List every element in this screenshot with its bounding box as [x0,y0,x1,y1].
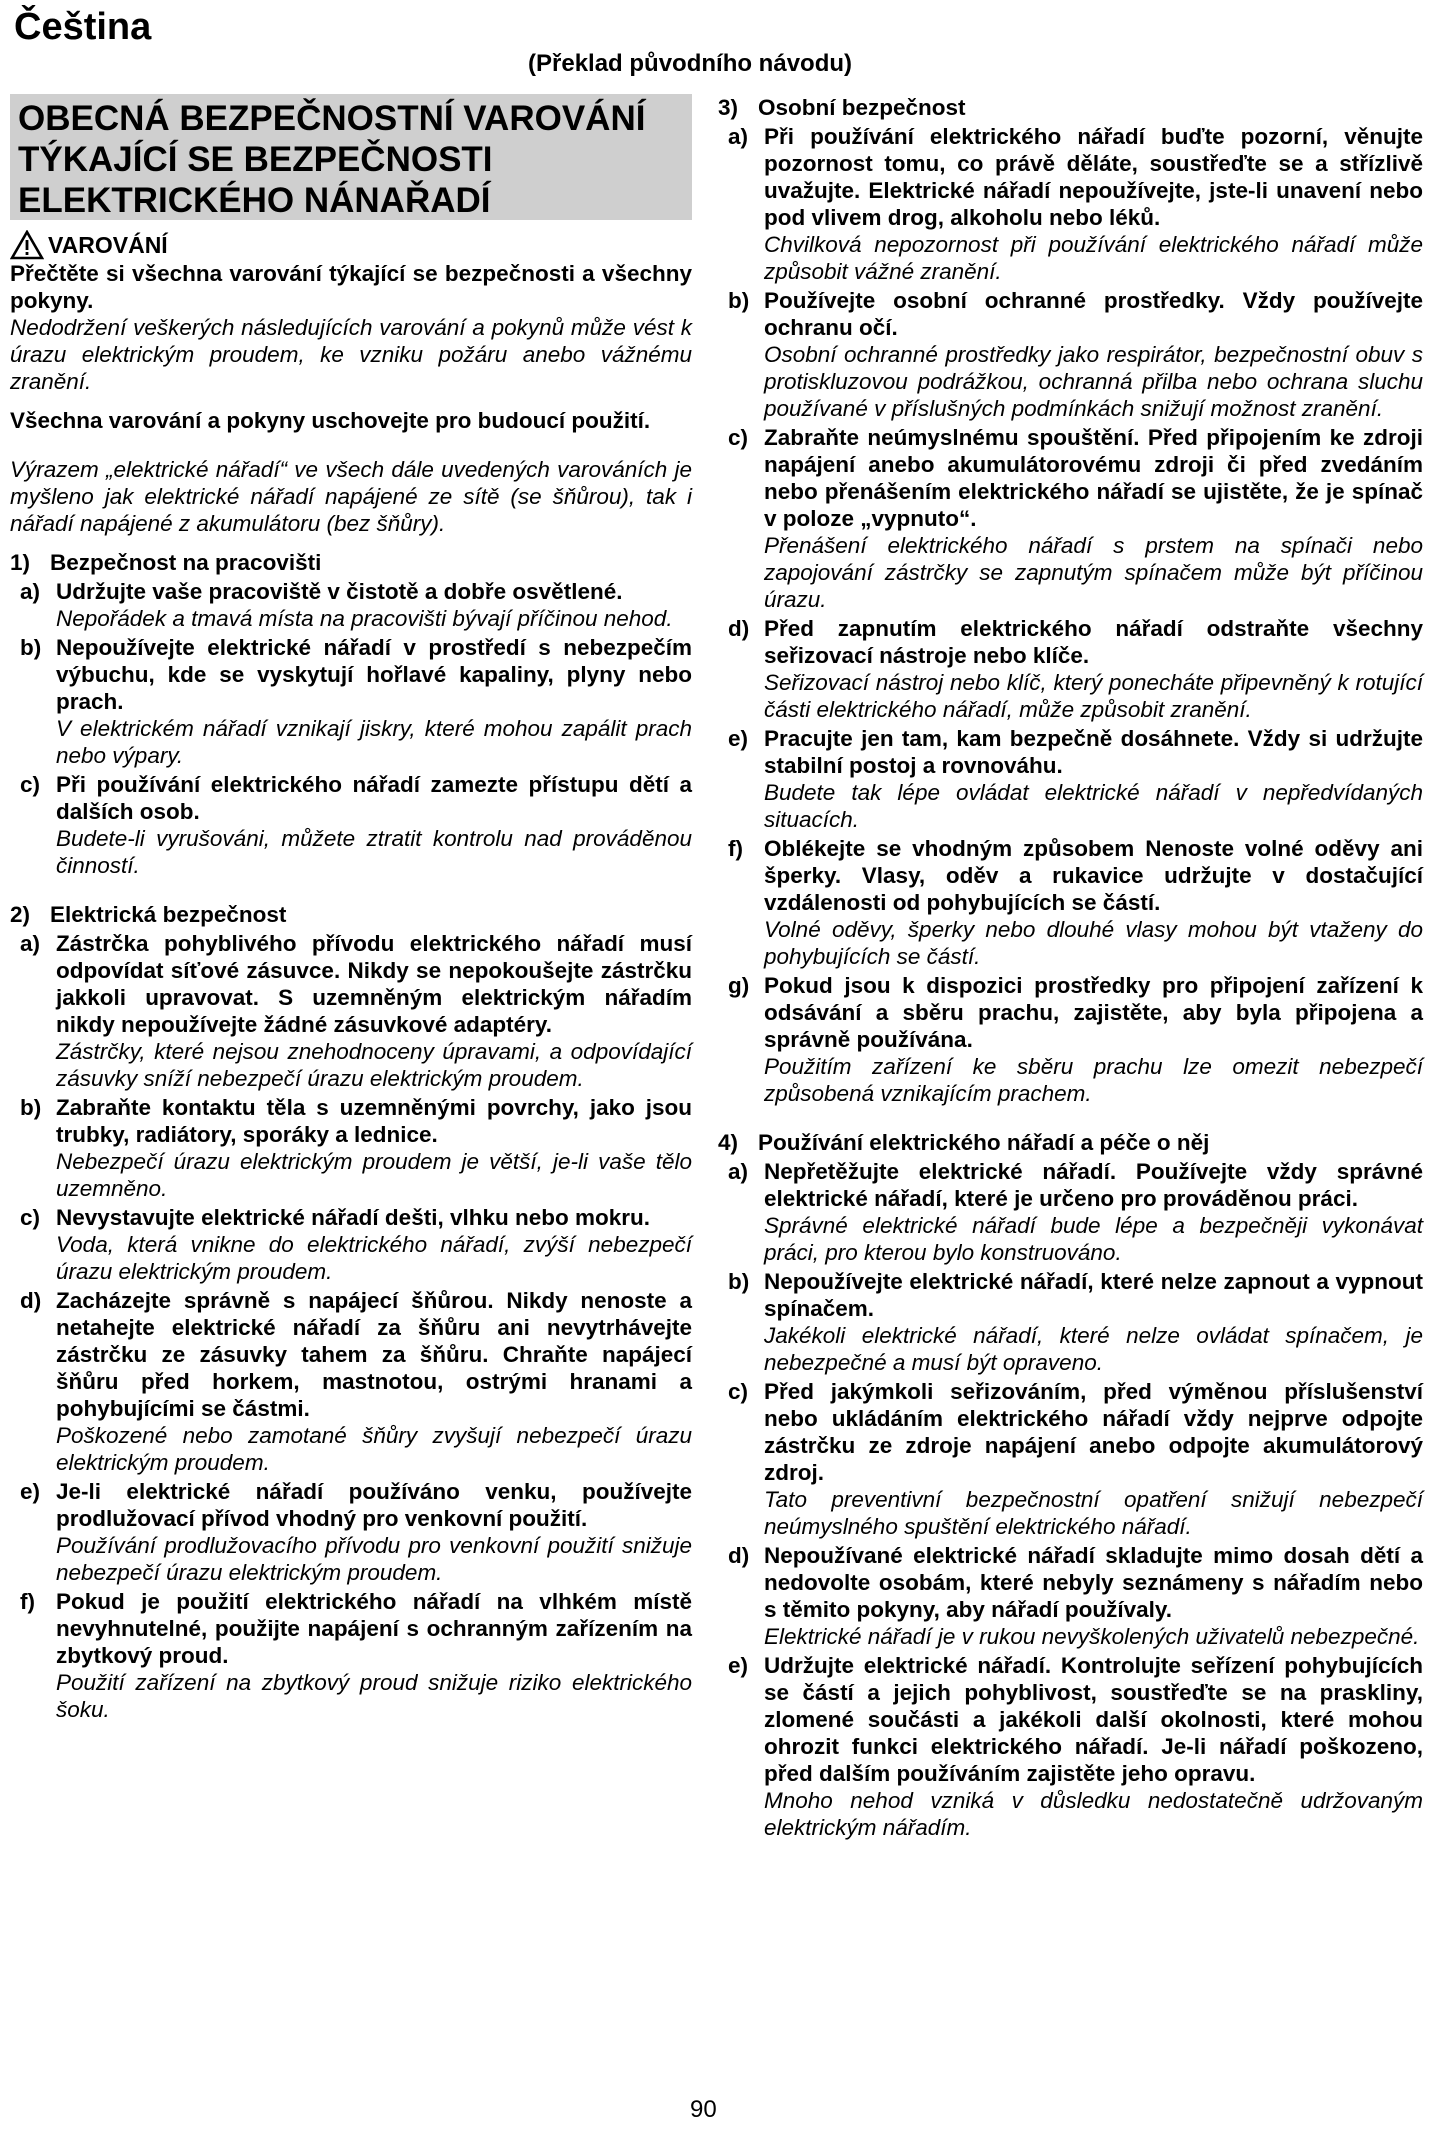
left-column [10,94,692,1723]
section-title: Osobní bezpečnost [758,95,966,120]
item-instruction: Nevystavujte elektrické nářadí dešti, vlhku nebo mokru. [56,1205,650,1230]
item-explanation: Mnoho nehod vzniká v důsledku nedostatečně udržovaným elektrickým nářadím. [764,1788,1423,1840]
item-instruction: Zabraňte kontaktu těla s uzemněnými povrchy, jako jsou trubky, radiátory, sporáky a lednice. [56,1095,692,1147]
item-letter: b) [20,635,42,660]
item-explanation: Voda, která vnikne do elektrického nářadí, zvýší nebezpečí úrazu elektrickým proudem. [56,1232,692,1284]
item-letter: a) [20,931,41,956]
item-instruction: Pracujte jen tam, kam bezpečně dosáhnete. Vždy si udržujte stabilní postoj a rovnováhu. [764,726,1423,778]
language-heading: Čeština [14,6,152,48]
warning-heading [10,230,692,260]
item-letter: c) [728,1379,749,1404]
item-instruction: Nepřetěžujte elektrické nářadí. Používejte vždy správné elektrické nářadí, které je určeno pro prováděnou práci. [764,1159,1423,1211]
definition-text: Výrazem „elektrické nářadí“ ve všech dále uvedených varováních je myšleno jak elektrické nářadí napájené ze sítě (se šňůrou), tak i nářadí napájené z akumulátoru (bez šňůry). [10,457,692,536]
list-item [10,1588,692,1723]
list-item [718,972,1423,1107]
item-letter: e) [20,1479,41,1504]
item-letter: f) [728,836,743,861]
list-item [10,634,692,769]
item-letter: d) [728,616,750,641]
section-heading [10,901,692,928]
keep-instructions-text: Všechna varování a pokyny uschovejte pro budoucí použití. [10,408,651,433]
list-item [10,1094,692,1202]
section-number: 2) [10,902,31,927]
list-item [718,123,1423,285]
item-explanation: Volné oděvy, šperky nebo dlouhé vlasy mohou být vtaženy do pohybujících se částí. [764,917,1423,969]
page-number: 90 [690,2096,717,2123]
item-instruction: Zacházejte správně s napájecí šňůrou. Nikdy nenoste a netahejte elektrické nářadí za šňůru ani nevytrhávejte zástrčku ze zásuvky tahem za šňůru. Chraňte napájecí šňůru před horkem, mastnotou, ostrými hranami a pohybujícími se částmi. [56,1288,692,1421]
item-instruction: Nepoužívejte elektrické nářadí v prostředí s nebezpečím výbuchu, kde se vyskytují hořlavé kapaliny, plyny nebo prach. [56,635,692,714]
item-instruction: Je-li elektrické nářadí používáno venku, používejte prodlužovací přívod vhodný pro venkovní použití. [56,1479,692,1531]
item-instruction: Používejte osobní ochranné prostředky. Vždy používejte ochranu očí. [764,288,1423,340]
section-title: Elektrická bezpečnost [50,902,287,927]
item-explanation: Přenášení elektrického nářadí s prstem na spínači nebo zapojování zástrčky se zapnutým spínačem může být příčinou úrazu. [764,533,1423,612]
list-item [718,1158,1423,1266]
item-instruction: Při používání elektrického nářadí buďte pozorní, věnujte pozornost tomu, co právě děláte, soustřeďte se a střízlivě uvažujte. Elektrické nářadí nepoužívejte, jste-li unavení nebo pod vlivem drog, alkoholu nebo léků. [764,124,1423,230]
item-instruction: Udržujte vaše pracoviště v čistotě a dobře osvětlené. [56,579,623,604]
item-instruction: Před zapnutím elektrického nářadí odstraňte všechny seřizovací nástroje nebo klíče. [764,616,1423,668]
warning-triangle-icon [10,230,44,260]
main-title-box: OBECNÁ BEZPEČNOSTNÍ VAROVÁNÍ TÝKAJÍCÍ SE BEZPEČNOSTI ELEKTRICKÉHO NÁNAŘADÍ [10,94,692,220]
list-item [10,578,692,632]
list-item [718,835,1423,970]
warning-read-text: Přečtěte si všechna varování týkající se bezpečnosti a všechny pokyny. [10,261,692,313]
item-explanation: Budete tak lépe ovládat elektrické nářadí v nepředvídaných situacích. [764,780,1423,832]
item-letter: b) [728,1269,750,1294]
section-number: 1) [10,550,31,575]
right-column [718,94,1423,1841]
warning-label: VAROVÁNÍ [48,232,168,258]
item-explanation: Používání prodlužovacího přívodu pro venkovní použití snižuje nebezpečí úrazu elektrickým proudem. [56,1533,692,1585]
item-instruction: Udržujte elektrické nářadí. Kontrolujte seřízení pohybujících se částí a jejich pohyblivost, soustřeďte se na praskliny, zlomené součásti a jakékoli další okolnosti, které mohou ohrozit funkci elektrického nářadí. Je-li nářadí poškozeno, před dalším používáním zajistěte jeho opravu. [764,1653,1423,1786]
list-item [10,930,692,1092]
item-instruction: Nepoužívejte elektrické nářadí, které nelze zapnout a vypnout spínačem. [764,1269,1423,1321]
item-explanation: Elektrické nářadí je v rukou nevyškolených uživatelů nebezpečné. [764,1624,1420,1649]
item-letter: f) [20,1589,35,1614]
item-instruction: Nepoužívané elektrické nářadí skladujte mimo dosah dětí a nedovolte osobám, které nebyly seznámeny s nářadím nebo s těmito pokyny, aby nářadí používaly. [764,1543,1423,1622]
item-letter: c) [20,772,41,797]
item-explanation: V elektrickém nářadí vznikají jiskry, které mohou zapálit prach nebo výpary. [56,716,692,768]
list-item [718,287,1423,422]
section-heading [718,94,1423,121]
item-instruction: Při používání elektrického nářadí zamezte přístupu dětí a dalších osob. [56,772,692,824]
translation-note: (Překlad původního návodu) [528,50,853,77]
item-letter: a) [728,1159,749,1184]
item-explanation: Poškozené nebo zamotané šňůry zvyšují nebezpečí úrazu elektrickým proudem. [56,1423,692,1475]
item-letter: e) [728,1653,749,1678]
item-explanation: Budete-li vyrušováni, můžete ztratit kontrolu nad prováděnou činností. [56,826,692,878]
item-explanation: Tato preventivní bezpečnostní opatření snižují nebezpečí neúmyslného spuštění elektrického nářadí. [764,1487,1423,1539]
section-heading [718,1129,1423,1156]
item-letter: b) [728,288,750,313]
section-heading [10,549,692,576]
list-item [718,424,1423,613]
item-explanation: Osobní ochranné prostředky jako respirátor, bezpečnostní obuv s protiskluzovou podrážkou, ochranná přilba nebo ochrana sluchu používané v příslušných podmínkách snižují možnost zranění. [764,342,1423,421]
list-item [10,771,692,879]
section-title: Používání elektrického nářadí a péče o něj [758,1130,1210,1155]
section-number: 4) [718,1130,739,1155]
item-letter: a) [728,124,749,149]
item-explanation: Chvilková nepozornost při používání elektrického nářadí může způsobit vážné zranění. [764,232,1423,284]
item-explanation: Zástrčky, které nejsou znehodnoceny úpravami, a odpovídající zásuvky sníží nebezpečí úrazu elektrickým proudem. [56,1039,692,1091]
item-explanation: Nebezpečí úrazu elektrickým proudem je větší, je-li vaše tělo uzemněno. [56,1149,692,1201]
list-item [718,1378,1423,1540]
item-letter: b) [20,1095,42,1120]
section-number: 3) [718,95,739,120]
list-item [718,615,1423,723]
list-item [10,1478,692,1586]
item-instruction: Pokud je použití elektrického nářadí na vlhkém místě nevyhnutelné, použijte napájení s ochranným zařízením na zbytkový proud. [56,1589,692,1668]
item-explanation: Použití zařízení na zbytkový proud snižuje riziko elektrického šoku. [56,1670,692,1722]
item-instruction: Zástrčka pohyblivého přívodu elektrického nářadí musí odpovídat síťové zásuvce. Nikdy se nepokoušejte zástrčku jakkoli upravovat. S uzemněným elektrickým nářadím nikdy nepoužívejte žádné zásuvkové adaptéry. [56,931,692,1037]
item-instruction: Před jakýmkoli seřizováním, před výměnou příslušenství nebo ukládáním elektrického nářadí vždy nejprve odpojte zástrčku ze zdroje napájení anebo odpojte akumulátorový zdroj. [764,1379,1423,1485]
list-item [718,1542,1423,1650]
list-item [10,1287,692,1476]
item-letter: g) [728,973,750,998]
item-letter: d) [20,1288,42,1313]
item-letter: e) [728,726,749,751]
item-instruction: Pokud jsou k dispozici prostředky pro připojení zařízení k odsávání a sběru prachu, zajistěte, aby byla připojena a správně používána. [764,973,1423,1052]
item-explanation: Nepořádek a tmavá místa na pracovišti bývají příčinou nehod. [56,606,673,631]
item-explanation: Jakékoli elektrické nářadí, které nelze ovládat spínačem, je nebezpečné a musí být opraveno. [764,1323,1423,1375]
item-letter: a) [20,579,41,604]
item-instruction: Oblékejte se vhodným způsobem Nenoste volné oděvy ani šperky. Vlasy, oděv a rukavice udržujte v dostačující vzdálenosti od pohybujících se částí. [764,836,1423,915]
list-item [718,1652,1423,1841]
item-letter: c) [20,1205,41,1230]
list-item [718,725,1423,833]
section-title: Bezpečnost na pracovišti [50,550,322,575]
warning-consequence-text: Nedodržení veškerých následujících varování a pokynů může vést k úrazu elektrickým proudem, ke vzniku požáru anebo vážnému zranění. [10,315,692,394]
item-instruction: Zabraňte neúmyslnému spouštění. Před připojením ke zdroji napájení anebo akumulátorovému zdroji či před zvedáním nebo přenášením elektrického nářadí se ujistěte, že je spínač v poloze „vypnuto“. [764,425,1423,531]
list-item [718,1268,1423,1376]
item-explanation: Správné elektrické nářadí bude lépe a bezpečněji vykonávat práci, pro kterou bylo konstruováno. [764,1213,1423,1265]
item-letter: d) [728,1543,750,1568]
item-letter: c) [728,425,749,450]
list-item [10,1204,692,1285]
item-explanation: Seřizovací nástroj nebo klíč, který ponecháte připevněný k rotující části elektrického nářadí, může způsobit zranění. [764,670,1423,722]
item-explanation: Použitím zařízení ke sběru prachu lze omezit nebezpečí způsobená vznikajícím prachem. [764,1054,1423,1106]
